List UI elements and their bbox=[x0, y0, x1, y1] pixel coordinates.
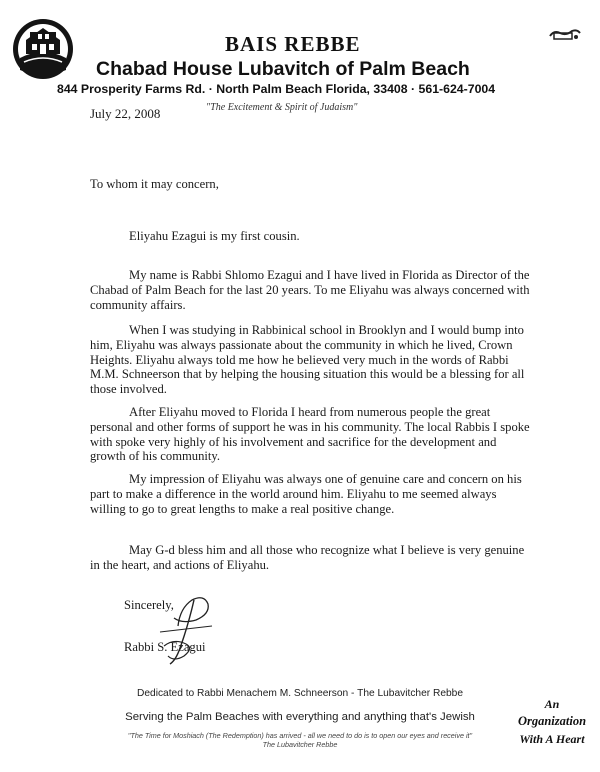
letter-closing: Sincerely, bbox=[124, 598, 174, 612]
letterhead-tagline: "The Excitement & Spirit of Judaism" bbox=[206, 102, 358, 113]
footer-serving: Serving the Palm Beaches with everything and anything that's Jewish bbox=[125, 711, 475, 723]
badge-line: With A Heart bbox=[519, 732, 585, 746]
letter-paragraph: May G-d bless him and all those who recognize what I believe is very genuine in the heart, and actions of Eliyahu. bbox=[90, 543, 525, 572]
letter-paragraph: My impression of Eliyahu was always one of genuine care and concern on his part to make a difference in the world around him. Eliyahu to me seemed always willing to go to great lengths to make a real positive change. bbox=[90, 472, 522, 516]
letter-paragraph: When I was studying in Rabbinical school in Brooklyn and I would bump into him, Eliyahu was always passionate about the community in which he lived, Crown Heights. Eliyahu always told me how he believed very much in the words of Rabbi M.M. Schneerson that by helping the housing situation this would be a blessing for all those involved. bbox=[90, 323, 525, 397]
letter-signer: Rabbi S. Ezagui bbox=[124, 640, 206, 654]
letter-paragraph: My name is Rabbi Shlomo Ezagui and I have lived in Florida as Director of the Chabad of Palm Beach for the last 20 years. To me Eliyahu was always concerned with community affairs. bbox=[90, 268, 530, 312]
footer-quote bbox=[0, 731, 600, 749]
ink-stamp-icon bbox=[548, 27, 582, 41]
footer-dedication: Dedicated to Rabbi Menachem M. Schneerson - The Lubavitcher Rebbe bbox=[137, 688, 463, 699]
organization-badge bbox=[512, 697, 592, 748]
letter-paragraph: After Eliyahu moved to Florida I heard from numerous people the great personal and other forms of support he was in his community. The local Rabbis I spoke with spoke very highly of his involvement and sacrifice for the development and growth of his community. bbox=[90, 405, 530, 464]
footer-quote-line: "The Time for Moshiach (The Redemption) has arrived - all we need to do is to open our eyes and receive it" bbox=[127, 731, 473, 740]
letter-salutation: To whom it may concern, bbox=[90, 177, 219, 191]
chabad-emblem-icon bbox=[12, 18, 74, 80]
badge-line: Organization bbox=[517, 714, 587, 728]
organization-name: Chabad House Lubavitch of Palm Beach bbox=[96, 58, 470, 80]
letter-paragraph: Eliyahu Ezagui is my first cousin. bbox=[129, 229, 300, 243]
organization-address: 844 Prosperity Farms Rd. · North Palm Beach Florida, 33408 · 561-624-7004 bbox=[57, 82, 496, 96]
footer-quote-attribution: The Lubavitcher Rebbe bbox=[262, 740, 338, 749]
letterhead-title: BAIS REBBE bbox=[225, 32, 361, 56]
badge-line: An bbox=[544, 697, 560, 711]
letter-date: July 22, 2008 bbox=[90, 106, 161, 121]
